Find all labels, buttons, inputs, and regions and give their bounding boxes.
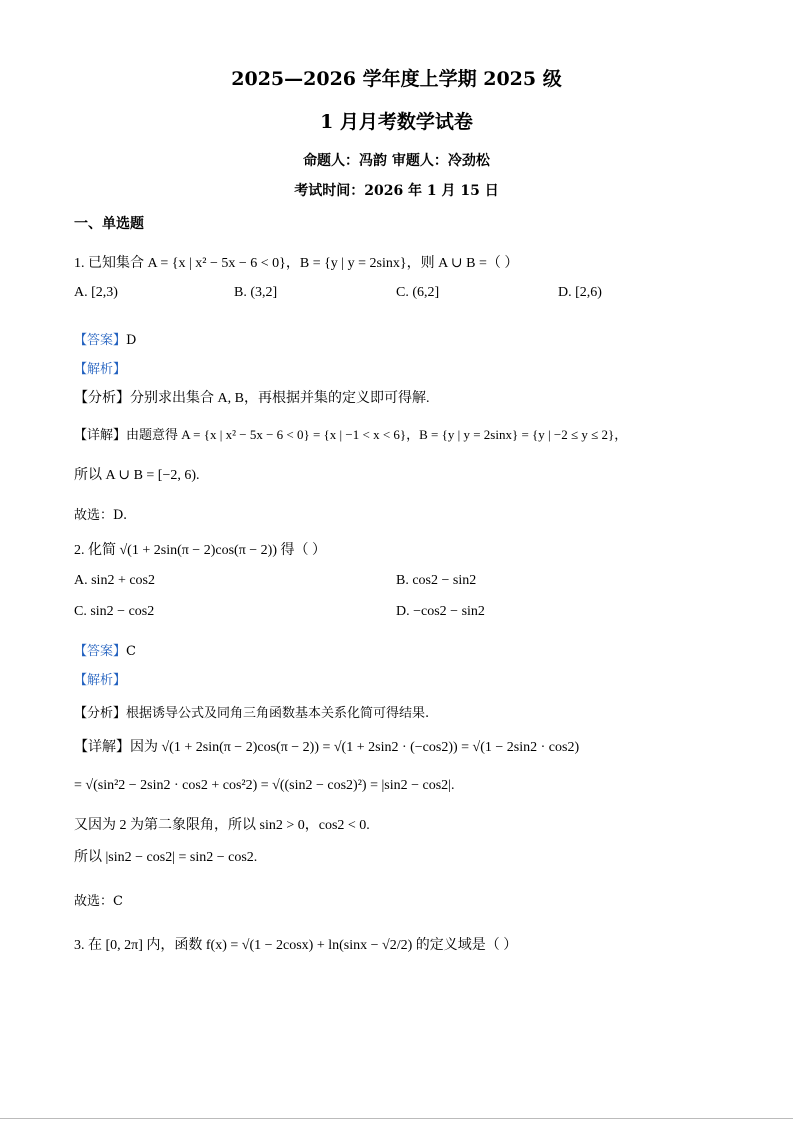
q1-xiangjie: 【详解】由题意得 A = {x | x² − 5x − 6 < 0} = {x | −1 < x < 6}，B = {y | y = 2sinx} = {y | −2 ≤ y ≤ 2}，: [74, 427, 628, 442]
q1-option-d: D. [2,6): [558, 285, 602, 300]
q2-answer: [74, 640, 136, 659]
q2-choose: 故选：C: [74, 894, 123, 909]
q1-answer: [74, 329, 136, 348]
q1-conclusion: 所以 A ∪ B = [−2, 6).: [74, 468, 200, 483]
q2-option-b: B. cos2 − sin2: [396, 573, 477, 588]
q2-line3: 又因为 2 为第二象限角，所以 sin2 > 0，cos2 < 0.: [74, 818, 370, 833]
q2-line2: = √(sin²2 − 2sin2 · cos2 + cos²2) = √((sin2 − cos2)²) = |sin2 − cos2|.: [74, 778, 455, 793]
q2-option-d: D. −cos2 − sin2: [396, 604, 485, 619]
q1-choose: 故选：D.: [74, 508, 128, 523]
q2-line4: 所以 |sin2 − cos2| = sin2 − cos2.: [74, 850, 258, 865]
q2-option-c: C. sin2 − cos2: [74, 604, 155, 619]
q2-analysis-tag: 【解析】: [74, 673, 127, 688]
q2-xiangjie: 【详解】因为 √(1 + 2sin(π − 2)cos(π − 2)) = √(1 + 2sin2 · (−cos2)) = √(1 − 2sin2 · cos2): [74, 740, 580, 755]
q1-stem: 1. 已知集合 A = {x | x² − 5x − 6 < 0}，B = {y | y = 2sinx}，则 A ∪ B =（ ）: [74, 256, 519, 271]
q2-option-a: A. sin2 + cos2: [74, 573, 156, 588]
q1-option-b: B. (3,2]: [234, 285, 278, 300]
title-line-2: 1 月月考数学试卷: [320, 111, 473, 133]
q1-fenxi: 【分析】分别求出集合 A, B，再根据并集的定义即可得解.: [74, 391, 430, 406]
q1-option-a: A. [2,3): [74, 285, 118, 300]
title-line-1: 2025—2026 学年度上学期 2025 级: [231, 68, 562, 90]
q2-stem: 2. 化简 √(1 + 2sin(π − 2)cos(π − 2)) 得（ ）: [74, 543, 326, 558]
authors-line: 命题人：冯韵 审题人：冷劲松: [303, 153, 490, 169]
section-heading: 一、单选题: [74, 216, 144, 232]
answer-value: C: [126, 644, 136, 659]
q1-analysis-tag: 【解析】: [74, 362, 127, 377]
q1-option-c: C. (6,2]: [396, 285, 440, 300]
exam-time: 考试时间：2026 年 1 月 15 日: [294, 183, 499, 199]
q3-stem: 3. 在 [0, 2π] 内，函数 f(x) = √(1 − 2cosx) + ln(sinx − √2/2) 的定义域是（ ）: [74, 938, 518, 953]
answer-tag: 【答案】: [74, 333, 127, 348]
answer-value: D: [126, 333, 137, 348]
q2-fenxi: 【分析】根据诱导公式及同角三角函数基本关系化简可得结果.: [74, 706, 430, 721]
answer-tag: 【答案】: [74, 644, 127, 659]
page-bottom-divider: [0, 1118, 793, 1119]
